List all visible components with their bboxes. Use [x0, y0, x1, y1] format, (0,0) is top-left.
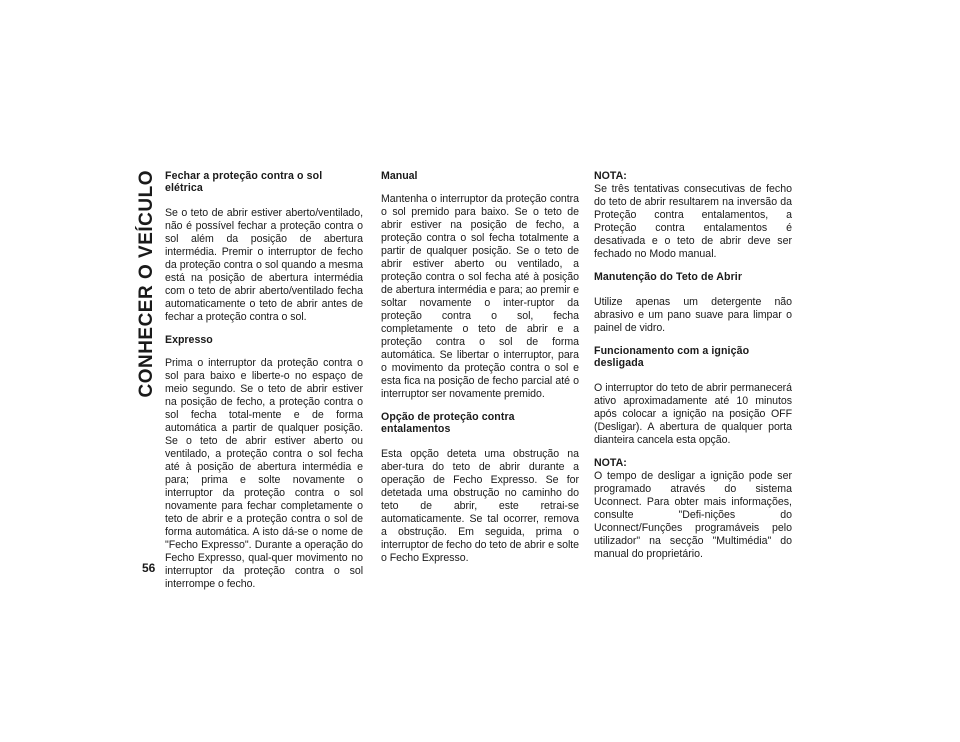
note-2-label: NOTA:: [594, 457, 627, 469]
paragraph-sunroof-maintenance: Utilize apenas um detergente não abrasivo e um pano suave para limpar o painel de vidro.: [594, 296, 792, 334]
column-1: [165, 170, 363, 601]
heading-ignition-off-operation: Funcionamento com a ignição desligada: [594, 345, 750, 369]
page-number: 56: [142, 561, 156, 575]
note-1: [594, 170, 792, 261]
column-3: [594, 170, 792, 571]
note-1-label: NOTA:: [594, 170, 627, 182]
heading-pinch-protection: Opção de proteção contra entalamentos: [381, 411, 515, 435]
note-2: [594, 457, 792, 561]
note-2-text: O tempo de desligar a ignição pode ser programado através do sistema Uconnect. Para obter mais informações, consulte "Defi-nições do Uconnect/Funções programáveis pelo utilizador" na secção "Multimédia" do manual do proprietário.: [594, 470, 792, 560]
subheading-manual: Manual: [381, 170, 418, 182]
column-2: [381, 170, 579, 575]
heading-close-sunshade: Fechar a proteção contra o sol elétrica: [165, 170, 323, 194]
paragraph-pinch-protection: Esta opção deteta uma obstrução na aber-tura do teto de abrir durante a operação de Fecho Expresso. Se for detetada uma obstrução no caminho do teto de abrir, este retrai-se automaticamente. Se tal ocorrer, remova a obstrução. Em seguida, prima o interruptor de fecho do teto de abrir e solte o Fecho Expresso.: [381, 448, 579, 564]
heading-sunroof-maintenance: Manutenção do Teto de Abrir: [594, 271, 743, 283]
section-side-label-text: CONHECER O VEÍCULO: [136, 170, 157, 398]
paragraph-ignition-off-operation: O interruptor do teto de abrir permanecerá ativo aproximadamente até 10 minutos após colocar a ignição na posição OFF (Desligar). A abertura de qualquer porta dianteira cancela esta opção.: [594, 382, 792, 446]
subheading-express: Expresso: [165, 334, 213, 346]
paragraph-close-sunshade: Se o teto de abrir estiver aberto/ventilado, não é possível fechar a proteção contra o sol além da posição de abertura intermédia. Premir o interruptor de fecho da proteção contra o sol quando a mesma está na posição de abertura intermédia com o teto de abrir aberto/ventilado fecha automaticamente o teto de abrir antes de fechar a proteção contra o sol.: [165, 207, 363, 323]
section-side-label: [136, 170, 160, 398]
paragraph-manual: Mantenha o interruptor da proteção contra o sol premido para baixo. Se o teto de abrir estiver na posição de fecho, a proteção contra o sol fecha totalmente a partir de qualquer posição. Se o teto de abrir estiver aberto ou ventilado, a proteção contra o sol fecha até à posição de abertura intermédia e para; ao premir e soltar novamente o inter-ruptor da proteção contra o sol, fecha completamente o teto de abrir e a proteção contra o sol de forma automática. Se libertar o interruptor, para o movimento da proteção contra o sol e esta fica na posição de fecho parcial até o interruptor ser novamente premido.: [381, 193, 579, 400]
paragraph-express: Prima o interruptor da proteção contra o sol para baixo e liberte-o no espaço de meio segundo. Se o teto de abrir estiver na posição de fecho, a proteção contra o sol fecha total-mente e de forma automática a partir de qualquer posição. Se o teto de abrir estiver aberto ou ventilado, a proteção contra o sol fecha até à posição de abertura intermédia e para; prima e solte novamente o interruptor da proteção contra o sol novamente para fechar completamente o teto de abrir e a proteção contra o sol de forma automática. A isto dá-se o nome de "Fecho Expresso". Durante a operação do Fecho Expresso, qual-quer movimento no interruptor da proteção contra o sol interrompe o fecho.: [165, 357, 363, 590]
note-1-text: Se três tentativas consecutivas de fecho do teto de abrir resultarem na inversão da Proteção contra entalamentos, a Proteção contra entalamentos é desativada e o teto de abrir deve ser fechado no Modo manual.: [594, 183, 792, 260]
